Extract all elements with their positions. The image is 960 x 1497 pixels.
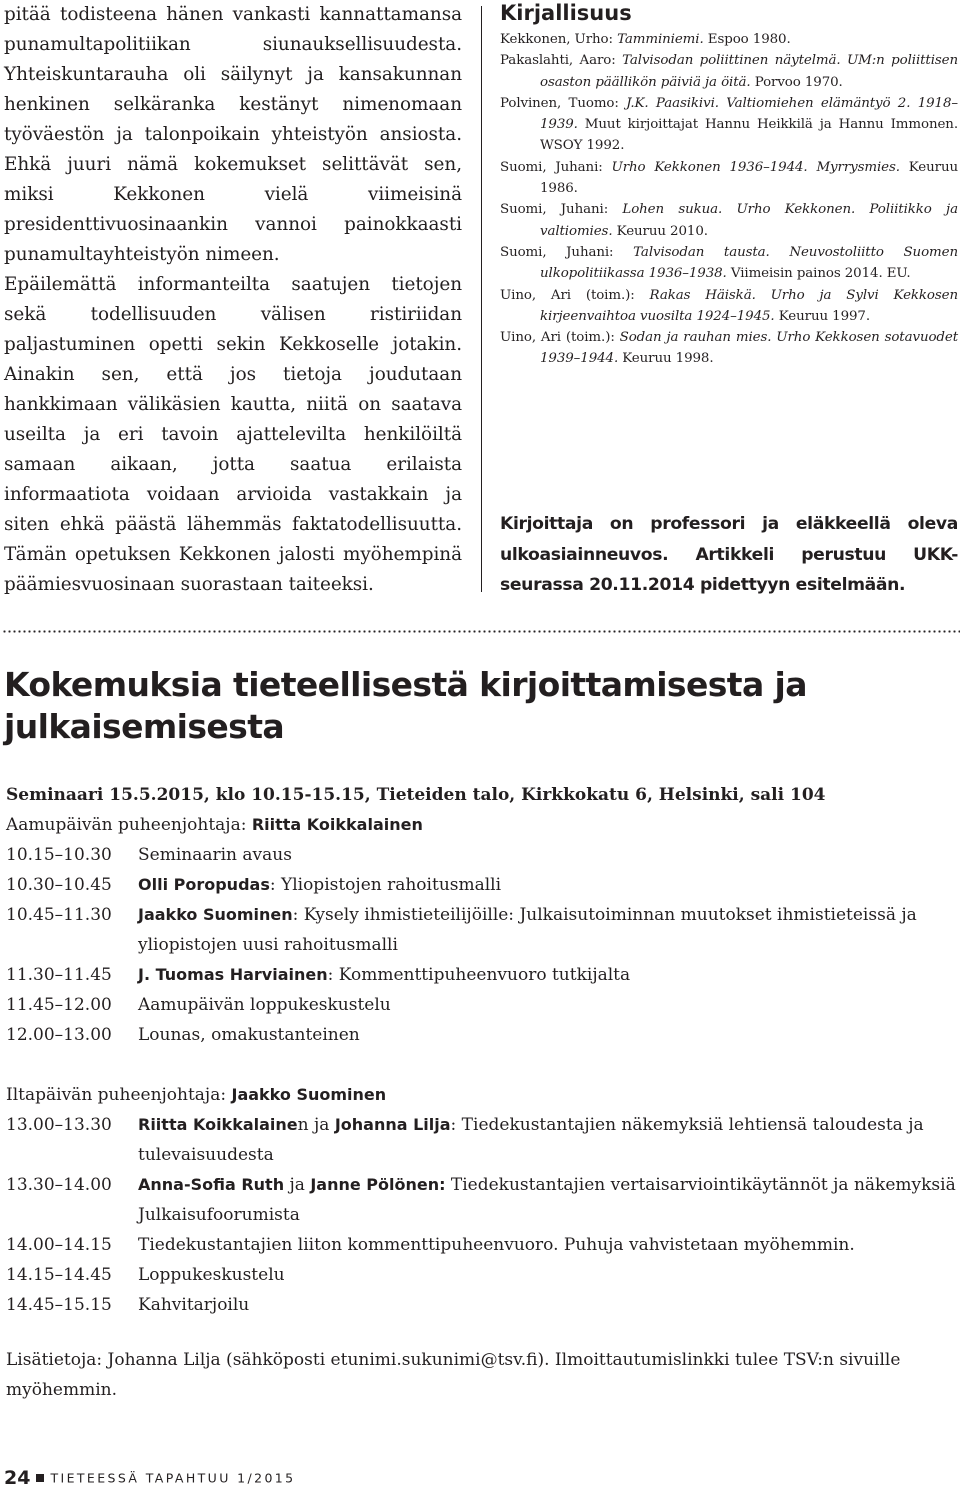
schedule-time: 14.00–14.15	[6, 1235, 112, 1255]
schedule-time: 14.15–14.45	[6, 1265, 112, 1285]
reference-title: J.K. Paasikivi. Valtiomiehen elämäntyö 2. 1918–1939.	[540, 95, 958, 133]
afternoon-schedule	[6, 1110, 956, 1320]
afternoon-chair	[6, 1080, 956, 1110]
references-title: Kirjallisuus	[500, 1, 632, 25]
schedule-row	[6, 1290, 956, 1320]
speaker-connector: n ja	[297, 1115, 335, 1135]
more-info: Lisätietoja: Johanna Lilja (sähköposti etunimi.sukunimi@tsv.fi). Ilmoittautumislinkki tulee TSV:n sivuille myöhemmin.	[6, 1350, 901, 1400]
afternoon-chair-label: Iltapäivän puheenjohtaja:	[6, 1085, 232, 1105]
schedule-time: 14.45–15.15	[6, 1295, 112, 1315]
schedule-description	[138, 870, 956, 900]
speaker-name: Johanna Lilja	[334, 1115, 451, 1134]
schedule-time: 11.30–11.45	[6, 965, 112, 985]
reference-title: Urho Kekkonen 1936–1944. Myrrysmies.	[611, 159, 900, 175]
column-divider	[481, 6, 482, 592]
reference-title: Tamminiemi.	[617, 32, 704, 47]
schedule-row	[6, 840, 956, 870]
reference-publisher: Keuruu 1986.	[540, 159, 958, 197]
schedule-time: 11.45–12.00	[6, 995, 112, 1015]
session-topic: Kahvitarjoilu	[138, 1295, 250, 1315]
morning-chair-label: Aamupäivän puheenjohtaja:	[6, 815, 252, 835]
references-section	[500, 0, 958, 370]
schedule-description	[138, 1020, 956, 1050]
speaker-name: Jaakko Suominen	[138, 905, 293, 924]
reference-item	[500, 285, 958, 328]
morning-chair-name: Riitta Koikkalainen	[251, 815, 423, 834]
reference-publisher: Keuruu 2010.	[612, 223, 708, 239]
schedule-row	[6, 1170, 956, 1230]
schedule-description	[138, 990, 956, 1020]
schedule-description	[138, 1290, 956, 1320]
schedule-time: 10.30–10.45	[6, 875, 112, 895]
reference-author: Pakaslahti, Aaro:	[500, 53, 623, 69]
afternoon-chair-name: Jaakko Suominen	[231, 1085, 387, 1104]
reference-publisher: Keuruu 1998.	[618, 351, 714, 367]
session-topic: Loppukeskustelu	[138, 1265, 285, 1285]
schedule-row	[6, 1260, 956, 1290]
reference-title: Lohen sukua. Urho Kekkonen. Poliitikko ja valtiomies.	[540, 202, 958, 239]
speaker-name: Janne Pölönen:	[310, 1175, 446, 1194]
article-body	[4, 0, 462, 600]
session-topic: Seminaarin avaus	[138, 845, 292, 865]
seminar-info: Seminaari 15.5.2015, klo 10.15-15.15, Tieteiden talo, Kirkkokatu 6, Helsinki, sali 104	[6, 785, 826, 805]
session-topic: : Tiedekustantajien näkemyksiä lehtiensä taloudesta ja tulevaisuudesta	[138, 1115, 924, 1165]
schedule-row	[6, 870, 956, 900]
schedule-row	[6, 1110, 956, 1170]
schedule-time: 12.00–13.00	[6, 1025, 112, 1045]
session-topic: Tiedekustantajien vertaisarviointikäytännöt ja näkemyksiä Julkaisufoorumista	[138, 1175, 956, 1225]
reference-item	[500, 327, 958, 370]
schedule-time: 13.00–13.30	[6, 1115, 112, 1135]
session-topic: Aamupäivän loppukeskustelu	[138, 995, 391, 1015]
schedule-description	[138, 960, 956, 990]
morning-chair	[6, 810, 956, 840]
reference-item	[500, 199, 958, 242]
schedule-row	[6, 990, 956, 1020]
reference-title: Talvisodan tausta. Neuvostoliitto Suomen ulkopolitiikassa 1936–1938.	[540, 244, 958, 282]
speaker-name: J. Tuomas Harviainen	[138, 965, 328, 984]
article-paragraph: Epäilemättä informanteilta saatujen tietojen sekä todellisuuden välisen ristiriidan paljastuminen opetti sekin Kekkoselle jotakin. Ainakin sen, että jos tietoja joudutaan hankkimaan välikäsien kautta, niitä on saatava useilta ja eri tavoin ajattelevilta henkilöiltä samaan aikaan, jotta saatua erilaista informaatiota voidaan arvioida vastakkain ja siten ehkä päästä lähemmäs faktatodellisuutta. Tämän opetuksen Kekkonen jalosti myöhempinä päämiesvuosinaan suorastaan taiteeksi.	[4, 274, 462, 595]
reference-publisher: Espoo 1980.	[703, 32, 791, 47]
reference-item	[500, 93, 958, 157]
schedule-description	[138, 840, 956, 870]
schedule-time: 10.15–10.30	[6, 845, 112, 865]
schedule-time: 13.30–14.00	[6, 1175, 112, 1195]
speaker-name: Riitta Koikkalaine	[138, 1115, 298, 1134]
schedule-description	[138, 1260, 956, 1290]
session-topic: : Kysely ihmistieteilijöille: Julkaisutoiminnan muutokset ihmistieteissä ja yliopistojen uusi rahoitusmalli	[138, 905, 917, 955]
reference-item	[500, 50, 958, 93]
reference-publisher: Viimeisin painos 2014. EU.	[726, 266, 911, 282]
reference-author: Suomi, Juhani:	[500, 159, 612, 175]
seminar-heading: Kokemuksia tieteellisestä kirjoittamisesta ja julkaisemisesta	[4, 665, 807, 746]
schedule-time: 10.45–11.30	[6, 905, 112, 925]
reference-author: Suomi, Juhani:	[500, 244, 634, 260]
reference-author: Uino, Ari (toim.):	[500, 330, 620, 346]
dotted-divider	[2, 630, 960, 633]
page-number: 24	[4, 1467, 31, 1489]
references-list	[500, 29, 958, 370]
reference-title: Talvisodan poliittinen näytelmä. UM:n poliittisen osaston päällikön päiviä ja öitä.	[540, 53, 958, 90]
publication-name: TIETEESSÄ TAPAHTUU 1/2015	[50, 1470, 296, 1486]
author-note: Kirjoittaja on professori ja eläkkeellä oleva ulkoasiainneuvos. Artikkeli perustuu UKK-seurassa 20.11.2014 pidettyyn esitelmään.	[500, 514, 958, 595]
reference-title: Rakas Häiskä. Urho ja Sylvi Kekkosen kirjeenvaihtoa vuosilta 1924–1945.	[540, 287, 959, 324]
reference-author: Uino, Ari (toim.):	[500, 287, 650, 303]
page-footer	[4, 1467, 296, 1491]
session-topic: : Kommenttipuheenvuoro tutkijalta	[327, 965, 631, 985]
reference-author: Kekkonen, Urho:	[500, 32, 618, 47]
seminar-program	[6, 780, 956, 1320]
schedule-description	[138, 1170, 956, 1230]
square-bullet-icon	[36, 1474, 44, 1482]
schedule-description	[138, 1230, 956, 1260]
reference-author: Suomi, Juhani:	[500, 202, 623, 218]
session-topic: Tiedekustantajien liiton kommenttipuheenvuoro. Puhuja vahvistetaan myöhemmin.	[138, 1235, 855, 1255]
reference-item	[500, 29, 958, 50]
schedule-row	[6, 1230, 956, 1260]
reference-publisher: Muut kirjoittajat Hannu Heikkilä ja Hannu Immonen. WSOY 1992.	[540, 117, 958, 154]
reference-item	[500, 157, 958, 200]
schedule-description	[138, 900, 956, 960]
speaker-name: Anna-Sofia Ruth	[138, 1175, 285, 1194]
reference-item	[500, 242, 958, 285]
reference-publisher: Porvoo 1970.	[750, 74, 843, 90]
session-topic: : Yliopistojen rahoitusmalli	[269, 875, 502, 895]
schedule-spacer	[6, 1050, 956, 1080]
schedule-row	[6, 900, 956, 960]
morning-schedule	[6, 840, 956, 1050]
reference-publisher: Keuruu 1997.	[774, 308, 870, 324]
article-paragraph: pitää todisteena hänen vankasti kannattamansa punamultapolitiikan siunauksellisuudesta. Yhteiskuntarauha oli säilynyt ja kansakunnan henkinen selkäranka kestänyt nimenomaan työväestön ja talonpoikain yhteistyön ansiosta. Ehkä juuri nämä kokemukset selittävät sen, miksi Kekkonen vielä viimeisinä presidenttivuosinaankin vannoi painokkaasti punamultayhteistyön nimeen.	[4, 4, 462, 265]
reference-author: Polvinen, Tuomo:	[500, 95, 627, 111]
reference-title: Sodan ja rauhan mies. Urho Kekkosen sotavuodet 1939–1944.	[540, 330, 959, 367]
schedule-row	[6, 960, 956, 990]
speaker-connector: ja	[284, 1175, 311, 1195]
schedule-description	[138, 1110, 956, 1170]
speaker-name: Olli Poropudas	[138, 875, 270, 894]
session-topic: Lounas, omakustanteinen	[138, 1025, 360, 1045]
schedule-row	[6, 1020, 956, 1050]
